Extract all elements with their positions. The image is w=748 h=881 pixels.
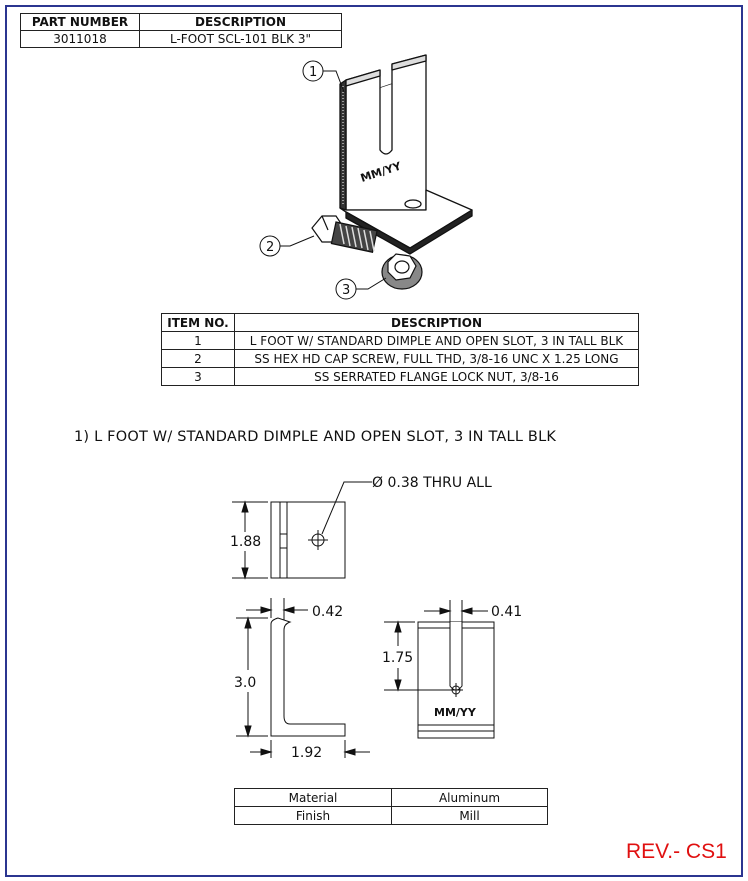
item-description: SS SERRATED FLANGE LOCK NUT, 3/8-16 [235,368,639,386]
item-description: SS HEX HD CAP SCREW, FULL THD, 3/8-16 UNC X 1.25 LONG [235,350,639,368]
base-dimension-label: 1.92 [291,745,323,761]
iso-marking-text: MM/YY [358,159,403,185]
item-no-header: ITEM NO. [162,314,235,332]
item-no: 2 [162,350,235,368]
thickness-dimension-label: 0.42 [312,604,344,620]
hole-callout-label: Ø 0.38 THRU ALL [372,475,492,491]
width-dimension-label: 1.88 [230,534,262,550]
part-description-value: L-FOOT SCL-101 BLK 3" [140,31,342,48]
front-view-marking: MM/YY [434,706,476,719]
description-header: DESCRIPTION [140,14,342,31]
item-no: 1 [162,332,235,350]
balloon-1-label: 1 [309,65,318,80]
finish-label: Finish [235,807,392,825]
table-row [235,807,548,825]
part-number-value: 3011018 [21,31,140,48]
finish-value: Mill [392,807,548,825]
material-finish-table [234,788,548,825]
item-description: L FOOT W/ STANDARD DIMPLE AND OPEN SLOT, 3 IN TALL BLK [235,332,639,350]
balloon-3-label: 3 [342,283,351,298]
balloon-2-label: 2 [266,240,275,255]
item-no: 3 [162,368,235,386]
material-label: Material [235,789,392,807]
part-number-header: PART NUMBER [21,14,140,31]
revision-label: REV.- CS1 [626,840,727,863]
item-note: 1) L FOOT W/ STANDARD DIMPLE AND OPEN SLOT, 3 IN TALL BLK [74,429,557,445]
top-view [232,482,372,578]
table-row [235,789,548,807]
material-value: Aluminum [392,789,548,807]
item-description-header: DESCRIPTION [235,314,639,332]
slot-width-dimension-label: 0.41 [491,604,523,620]
slot-depth-dimension-label: 1.75 [382,650,414,666]
height-dimension-label: 3.0 [234,675,257,691]
